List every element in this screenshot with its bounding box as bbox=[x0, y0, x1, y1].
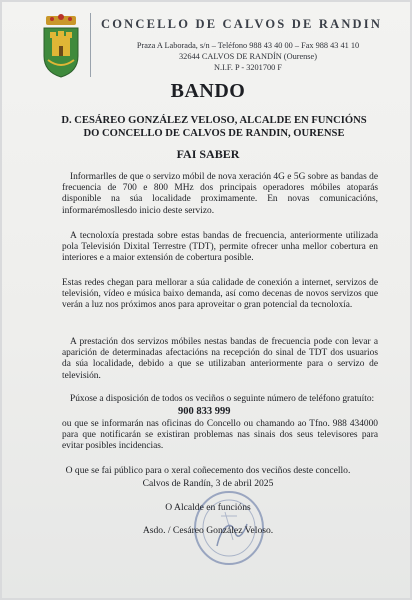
paragraph-6: ou que se informarán nas oficinas do Concello ou chamando ao Tfno. 988 434000 para que notificarán se existiran problemas nas sinais dos seus televisores para evitar posibles incidencias. bbox=[62, 419, 378, 452]
paragraph-2: A tecnoloxía prestada sobre estas bandas de frecuencia, anteriormente utilizada pola Televisión Dixital Terrestre (TDT), permite ofrecer unha mellor cobertura en interiores e a maior extensión de cobertura posible. bbox=[62, 231, 378, 264]
paragraph-1: Informarlles de que o servizo móbil de nova xeración 4G e 5G sobre as bandas de frecuencia de 700 e 800 MHz dos principais operadores móbiles atoparás disponible na súa localidade proximamente. En novas comunicacións, informarémosllesdo inicio deste servizo. bbox=[62, 172, 378, 216]
council-address: Praza A Laborada, s/n – Teléfono 988 43 40 00 – Fax 988 43 41 10 bbox=[136, 41, 360, 50]
council-name: CONCELLO DE CALVOS DE RANDIN bbox=[101, 17, 383, 31]
council-postal-code: 32644 CALVOS DE RANDÍN (Ourense) bbox=[179, 52, 317, 61]
signature-line: Asdo. / Cesáreo González Veloso. bbox=[142, 525, 274, 536]
place-and-date: Calvos de Randín, 3 de abril 2025 bbox=[142, 478, 274, 489]
acting-mayor-label: O Alcalde en funcións bbox=[165, 502, 251, 513]
paragraph-5: Púxose a disposición de todos os veciños o seguinte número de teléfono gratuíto: bbox=[70, 394, 375, 404]
paragraph-3: Estas redes chegan para mellorar a súa calidade de conexión a internet, servizos de televisión, vídeo e música baixo demanda, así como decenas de novos servizos que verán a luz nos próximos anos para aproveitar o gran potencial da tecnoloxía. bbox=[62, 278, 378, 311]
free-phone-number: 900 833 999 bbox=[178, 406, 231, 417]
closing-statement: O que se fai público para o xeral coñecemento dos veciños deste concello. bbox=[65, 465, 351, 476]
council-tax-id: N.I.F. P - 3201700 F bbox=[214, 63, 282, 72]
proclamation-heading: FAI SABER bbox=[176, 147, 240, 161]
header-divider bbox=[90, 13, 91, 77]
municipal-coat-of-arms-icon bbox=[40, 14, 82, 80]
paragraph-4: A prestación dos servizos móbiles nestas bandas de frecuencia pode con levar a aparición de determinadas afectacións na recepción do sinal de TDT dos usuarios da súa localidade, debido a que se utilizaban anteriormente para o servizo de televisión. bbox=[62, 337, 378, 381]
issuer-heading: D. CESÁREO GONZÁLEZ VELOSO, ALCALDE EN FUNCIÓNS DO CONCELLO DE CALVOS DE RANDIN, OURENSE bbox=[61, 115, 367, 139]
document-page bbox=[2, 2, 410, 598]
document-title: BANDO bbox=[170, 80, 246, 102]
